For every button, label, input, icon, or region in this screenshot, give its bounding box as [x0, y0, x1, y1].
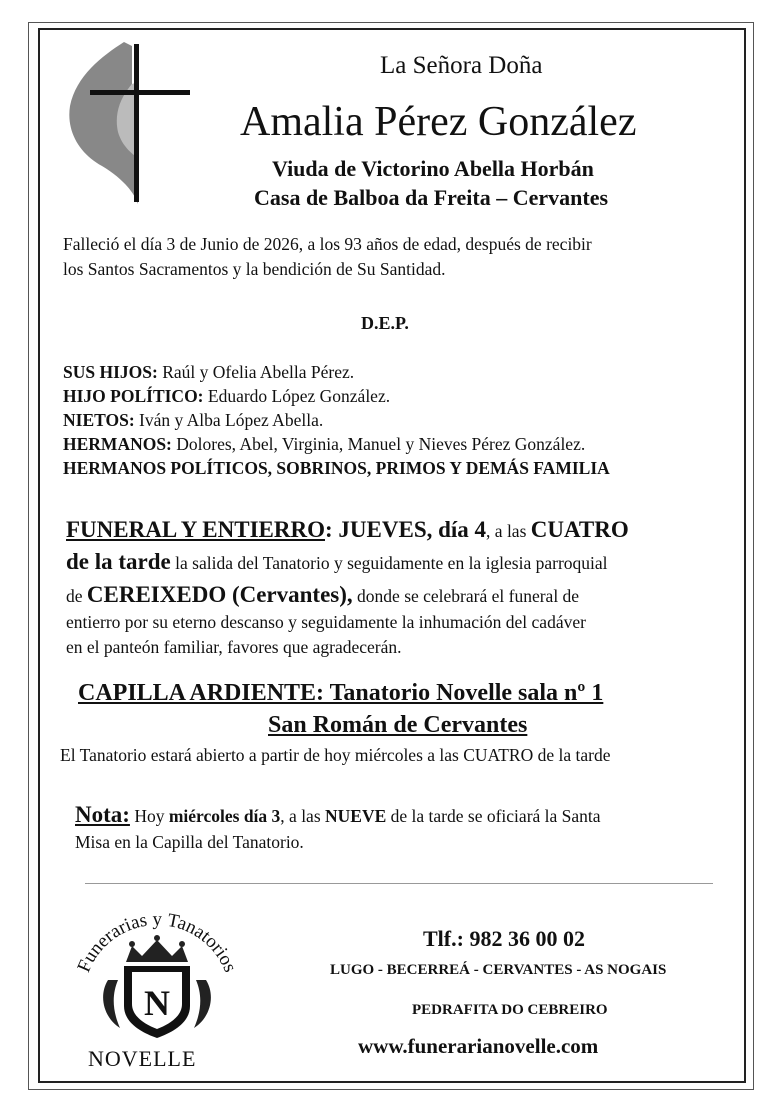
children-names: Raúl y Ofelia Abella Pérez. — [157, 362, 355, 382]
family-son-in-law — [63, 386, 390, 407]
grandchildren-label: NIETOS: — [63, 410, 135, 430]
children-label: SUS HIJOS: — [63, 362, 158, 382]
siblings-names: Dolores, Abel, Virginia, Manuel y Nieves Pérez González. — [171, 434, 586, 454]
house-name: Casa de Balboa da Freita – Cervantes — [254, 185, 609, 210]
son-in-law-name: Eduardo López González. — [203, 386, 391, 406]
divider — [85, 883, 713, 884]
logo-name: NOVELLE — [88, 1046, 197, 1071]
family-siblings — [63, 434, 585, 455]
family-others: HERMANOS POLÍTICOS, SOBRINOS, PRIMOS Y DEMÁS FAMILIA — [63, 458, 610, 478]
deceased-name: Amalia Pérez González — [240, 99, 637, 145]
chapel-place: San Román de Cervantes — [268, 712, 528, 738]
cross-flame-icon — [62, 36, 194, 206]
funeral-label: FUNERAL Y ENTIERRO — [66, 517, 325, 542]
funeral-church: CEREIXEDO (Cervantes), — [86, 582, 353, 607]
funeral-line-1 — [66, 517, 629, 543]
grandchildren-names: Iván y Alba López Abella. — [134, 410, 324, 430]
note-line-2: Misa en la Capilla del Tanatorio. — [75, 832, 304, 852]
funeral-afternoon: de la tarde — [66, 549, 171, 574]
funeral-de: de — [66, 586, 87, 606]
website-link[interactable]: www.funerarianovelle.com — [358, 1034, 599, 1058]
funeral-line-2 — [66, 549, 608, 575]
chapel-title: CAPILLA ARDIENTE: Tanatorio Novelle sala nº 1 — [78, 680, 604, 706]
family-grandchildren — [63, 410, 323, 431]
funeral-line-4: entierro por su eterno descanso y seguidamente la inhumación del cadáver — [66, 612, 586, 632]
funeral-at: , a las — [486, 521, 531, 541]
location-2: PEDRAFITA DO CEBREIRO — [412, 1002, 608, 1018]
note-t3: de la tarde se oficiará la Santa — [386, 806, 601, 826]
family-children — [63, 362, 354, 383]
note-line-1 — [75, 802, 601, 828]
funeral-day: JUEVES, día 4 — [332, 517, 487, 542]
chapel-hours: El Tanatorio estará abierto a partir de hoy miércoles a las CUATRO de la tarde — [60, 745, 611, 765]
funeral-hour: CUATRO — [530, 517, 629, 542]
funeral-colon: : — [325, 517, 333, 542]
funeral-line-3 — [66, 582, 579, 608]
death-line-1: Falleció el día 3 de Junio de 2026, a los 93 años de edad, después de recibir — [63, 234, 592, 254]
phone: Tlf.: 982 36 00 02 — [423, 926, 585, 951]
crown-shield-icon — [68, 910, 246, 1050]
note-day: miércoles día 3 — [168, 806, 281, 826]
note-label: Nota: — [75, 802, 130, 827]
funeral-text-2: donde se celebrará el funeral de — [352, 586, 580, 606]
siblings-label: HERMANOS: — [63, 434, 172, 454]
dep-label: D.E.P. — [361, 313, 409, 333]
death-line-2: los Santos Sacramentos y la bendición de Su Santidad. — [63, 259, 446, 279]
note-hour: NUEVE — [325, 806, 387, 826]
funeral-text-1: la salida del Tanatorio y seguidamente en la iglesia parroquial — [170, 553, 608, 573]
funeral-line-5: en el panteón familiar, favores que agradecerán. — [66, 637, 402, 657]
logo-arc-text: Funerarias y Tanatorios — [73, 910, 241, 976]
note-t2: , a las — [280, 806, 326, 826]
widow-of: Viuda de Victorino Abella Horbán — [272, 156, 594, 181]
logo-letter: N — [144, 983, 170, 1023]
son-in-law-label: HIJO POLÍTICO: — [63, 386, 204, 406]
locations: LUGO - BECERREÁ - CERVANTES - AS NOGAIS — [330, 962, 667, 978]
note-t1: Hoy — [129, 806, 169, 826]
title-prefix: La Señora Doña — [380, 52, 543, 79]
